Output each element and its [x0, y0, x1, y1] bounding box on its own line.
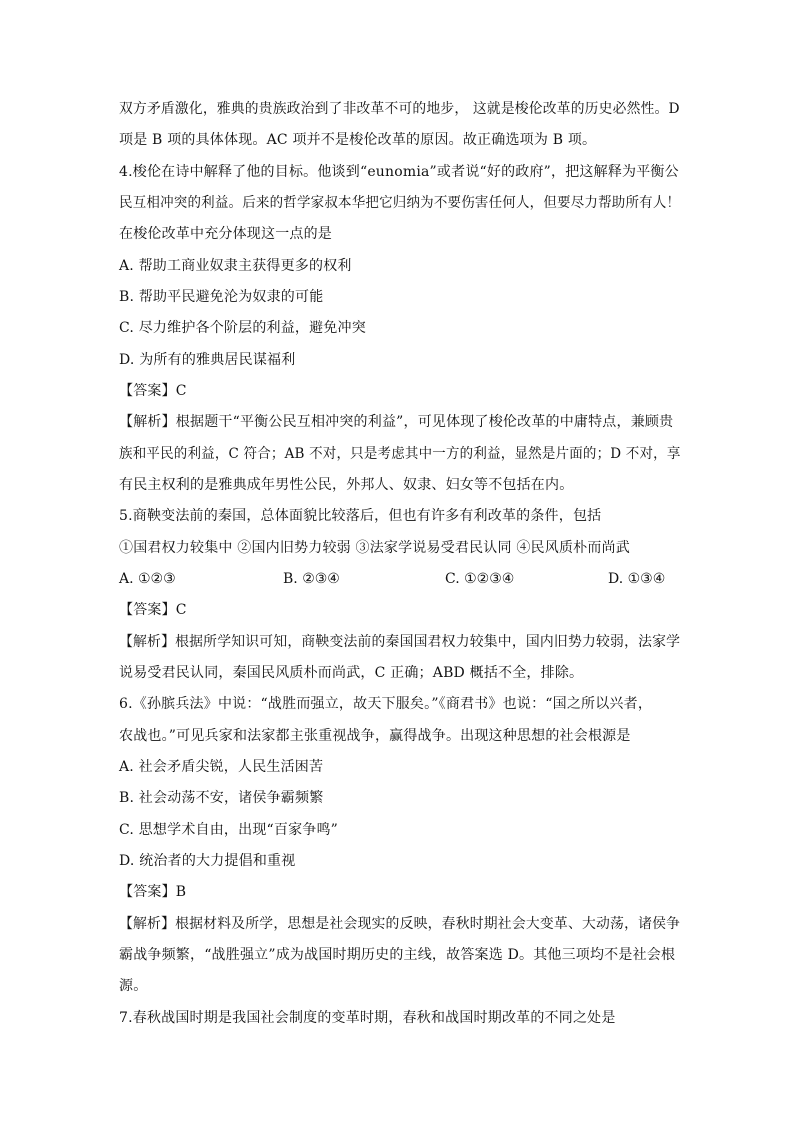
analysis-text: 【解析】根据材料及所学，思想是社会现实的反映，春秋时期社会大变革、大动荡，诸侯争 [119, 916, 681, 932]
text-line: 项是 B 项的具体体现。AC 项并不是梭伦改革的原因。故正确选项为 B 项。 [119, 132, 597, 148]
q5-option-d: D. ①③④ [608, 571, 666, 587]
question-5-stem: 5.商鞅变法前的秦国，总体面貌比较落后，但也有许多有利改革的条件，包括 [119, 508, 602, 524]
q5-option-c: C. ①②③④ [445, 571, 515, 587]
text-line: ①国君权力较集中 ②国内旧势力较弱 ③法家学说易受君民认同 ④民风质朴而尚武 [119, 540, 630, 556]
option-b: B. 社会动荡不安，诸侯争霸频繁 [119, 790, 324, 806]
option-b: B. 帮助平民避免沦为奴隶的可能 [119, 289, 324, 305]
option-d: D. 为所有的雅典居民谋福利 [119, 352, 296, 368]
option-c: C. 思想学术自由，出现“百家争鸣” [119, 822, 339, 838]
text-line: 源。 [119, 978, 148, 994]
q5-option-a: A. ①②③ [119, 571, 176, 587]
text-line: 农战也。”可见兵家和法家都主张重视战争，赢得战争。出现这种思想的社会根源是 [119, 728, 631, 744]
text-line: 有民主权利的是雅典成年男性公民，外邦人、奴隶、妇女等不包括在内。 [119, 477, 574, 493]
question-7-stem: 7.春秋战国时期是我国社会制度的变革时期，春秋和战国时期改革的不同之处是 [119, 1010, 616, 1026]
answer-label: 【答案】B [119, 884, 187, 900]
option-a: A. 社会矛盾尖锐，人民生活困苦 [119, 759, 324, 775]
text-line: 霸战争频繁，“战胜强立”成为战国时期历史的主线，故答案选 D。其他三项均不是社会根 [119, 947, 676, 963]
analysis-text: 【解析】根据题干“平衡公民互相冲突的利益”，可见体现了梭伦改革的中庸特点，兼顾贵 [119, 414, 674, 430]
q5-option-b: B. ②③④ [283, 571, 340, 587]
text-line: 民互相冲突的利益。后来的哲学家叔本华把它归纳为不要伤害任何人，但要尽力帮助所有人！ [119, 195, 681, 211]
text-line: 双方矛盾激化，雅典的贵族政治到了非改革不可的地步， 这就是梭伦改革的历史必然性。D [119, 101, 680, 117]
option-c: C. 尽力维护各个阶层的利益，避免冲突 [119, 320, 366, 336]
answer-label: 【答案】C [119, 383, 187, 399]
question-6-stem: 6.《孙膑兵法》中说：“战胜而强立，故天下服矣。”《商君书》也说：“国之所以兴者， [119, 696, 653, 712]
answer-label: 【答案】C [119, 602, 187, 618]
option-a: A. 帮助工商业奴隶主获得更多的权利 [119, 258, 352, 274]
text-line: 说易受君民认同，秦国民风质朴而尚武，C 正确；ABD 概括不全，排除。 [119, 665, 584, 681]
question-4-stem: 4.梭伦在诗中解释了他的目标。他谈到“eunomia”或者说“好的政府”，把这解释为平衡公 [119, 164, 679, 180]
analysis-text: 【解析】根据所学知识可知，商鞅变法前的秦国国君权力较集中，国内旧势力较弱，法家学 [119, 634, 681, 650]
option-d: D. 统治者的大力提倡和重视 [119, 853, 296, 869]
text-line: 族和平民的利益，C 符合；AB 不对，只是考虑其中一方的利益，显然是片面的；D 不对，享 [119, 446, 681, 462]
text-line: 在梭伦改革中充分体现这一点的是 [119, 226, 332, 242]
